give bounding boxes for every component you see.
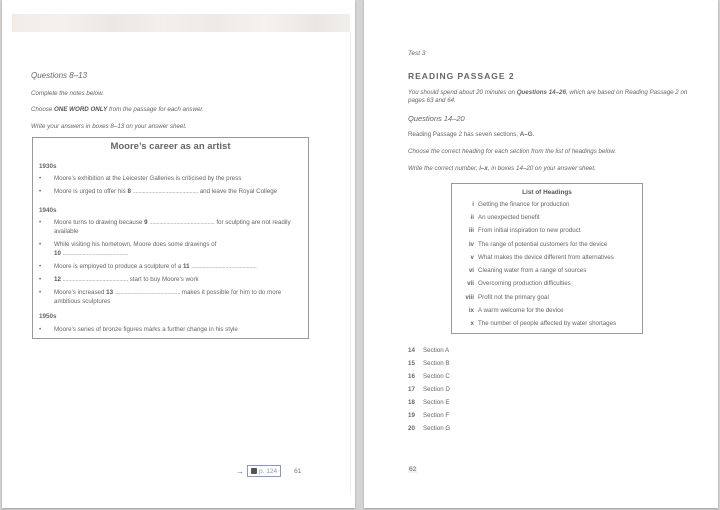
note-item-q11: • Moore is employed to produce a sculpture of a 11 .............................................. (39, 263, 257, 270)
heading-item-vi: vi Cleaning water from a range of sources (468, 267, 587, 274)
running-header-test: Test 3 (408, 50, 426, 57)
heading-item-v: v What makes the device different from alternatives (470, 254, 614, 261)
answer-blank-11[interactable]: .............................................. (191, 263, 257, 270)
section-question-14[interactable]: 14 Section A (408, 347, 450, 354)
answer-blank-8[interactable]: .............................................. (132, 188, 198, 195)
bullet-icon: • (39, 289, 42, 296)
number-range: i–x (479, 165, 488, 172)
heading-item-vii: vii Overcoming production difficulties (467, 280, 571, 287)
heading-item-iii: iii From initial inspiration to new product (468, 227, 581, 234)
note-item: • Moore’s exhibition at the Leicester Galleries is criticised by the press (39, 175, 242, 182)
question-number: 13 (106, 289, 114, 296)
notes-title: Moore’s career as an artist (110, 141, 231, 152)
note-item-q8: • Moore is urged to offer his 8 .............................................. and leave the Royal College (39, 188, 278, 195)
bullet-icon: • (39, 276, 42, 283)
list-of-headings-box (451, 183, 643, 334)
instruction-write-answers (31, 123, 187, 130)
instruction-emphasis: ONE WORD ONLY (54, 106, 108, 113)
question-number: 12 (54, 276, 61, 283)
answer-blank-12[interactable]: .............................................. (62, 276, 128, 283)
sections-description: Reading Passage 2 has seven sections, A–G. (408, 131, 535, 138)
answer-key-link-label: p. 124 (259, 467, 278, 475)
instruction-choose-heading: Choose the correct heading for each section from the list of headings below. (408, 148, 617, 155)
decade-1930s: 1930s (39, 163, 57, 170)
list-of-headings-title: List of Headings (522, 189, 572, 196)
question-number: 9 (144, 219, 148, 226)
note-item-q10: • While visiting his hometown, Moore does some drawings of 10 .............................................. (39, 241, 217, 257)
page-number-right: 62 (409, 466, 417, 473)
decade-1940s: 1940s (39, 207, 57, 214)
instruction-text: from the passage for each answer. (107, 106, 204, 113)
left-page-footer (236, 465, 301, 477)
note-item-q12: • 12 .............................................. start to buy Moore’s work (39, 276, 199, 283)
instruction-text: Write your answers in boxes 8–13 on your answer sheet. (31, 123, 187, 130)
bullet-icon: • (39, 219, 42, 226)
passage-intro: You should spend about 20 minutes on Questions 14–26, which are based on Reading Passage 2 on pages 63 and 64. (408, 89, 688, 104)
instruction-write-number: Write the correct number, i–x, in boxes 14–20 on your answer sheet. (408, 165, 596, 172)
questions-heading-14-20: Questions 14–20 (408, 114, 465, 123)
bullet-icon: • (39, 326, 42, 333)
heading-item-viii: viii Profit not the primary goal (465, 294, 549, 301)
question-number: 11 (182, 263, 190, 270)
question-number: 10 (54, 250, 61, 257)
heading-item-iv: iv The range of potential customers for the device (468, 241, 608, 248)
instruction-one-word (31, 106, 204, 113)
section-question-18[interactable]: 18 Section E (408, 399, 450, 406)
sections-range: A–G (519, 131, 533, 138)
answer-blank-9[interactable]: .............................................. (149, 219, 215, 226)
answer-blank-13[interactable]: .............................................. (114, 289, 181, 296)
section-question-20[interactable]: 20 Section G (408, 425, 451, 432)
instruction-text: Complete the notes below. (31, 90, 104, 97)
notes-box (32, 137, 309, 339)
link-icon (251, 468, 257, 474)
section-question-19[interactable]: 19 Section F (408, 412, 450, 419)
bullet-icon: • (39, 175, 42, 182)
note-item-q13: • Moore’s increased 13 .............................................. makes it possible for him to do more ambitious sculptures (39, 289, 282, 305)
bullet-icon: • (39, 263, 42, 270)
section-question-16[interactable]: 16 Section C (408, 373, 450, 380)
answer-blank-10[interactable]: .............................................. (62, 250, 128, 257)
instruction-text: Choose (31, 106, 55, 113)
heading-item-x: x The number of people affected by water shortages (470, 320, 617, 327)
instruction-complete-notes (31, 90, 104, 97)
decade-1950s: 1950s (39, 313, 57, 320)
heading-item-i: i Getting the finance for production (472, 201, 570, 208)
heading-item-ix: ix A warm welcome for the device (468, 307, 564, 314)
answer-key-link[interactable] (247, 465, 281, 477)
questions-heading-8-13: Questions 8–13 (31, 71, 88, 80)
arrow-right-icon: → (236, 466, 244, 476)
questions-range-emphasis: Questions 14–26 (516, 89, 566, 96)
heading-item-ii: ii An unexpected benefit (470, 214, 540, 221)
passage-title: READING PASSAGE 2 (408, 71, 515, 81)
section-question-17[interactable]: 17 Section D (408, 386, 450, 393)
bullet-icon: • (39, 188, 42, 195)
note-item-q9: • Moore turns to drawing because 9 .............................................. for sculpting are not readily available (39, 219, 291, 235)
section-question-15[interactable]: 15 Section B (408, 360, 450, 367)
scan-artifact-strip (12, 14, 350, 32)
question-number: 8 (127, 188, 131, 195)
note-item: • Moore’s series of bronze figures marks a further change in his style (39, 326, 238, 333)
bullet-icon: • (39, 241, 42, 248)
page-number-left: 61 (294, 467, 302, 475)
